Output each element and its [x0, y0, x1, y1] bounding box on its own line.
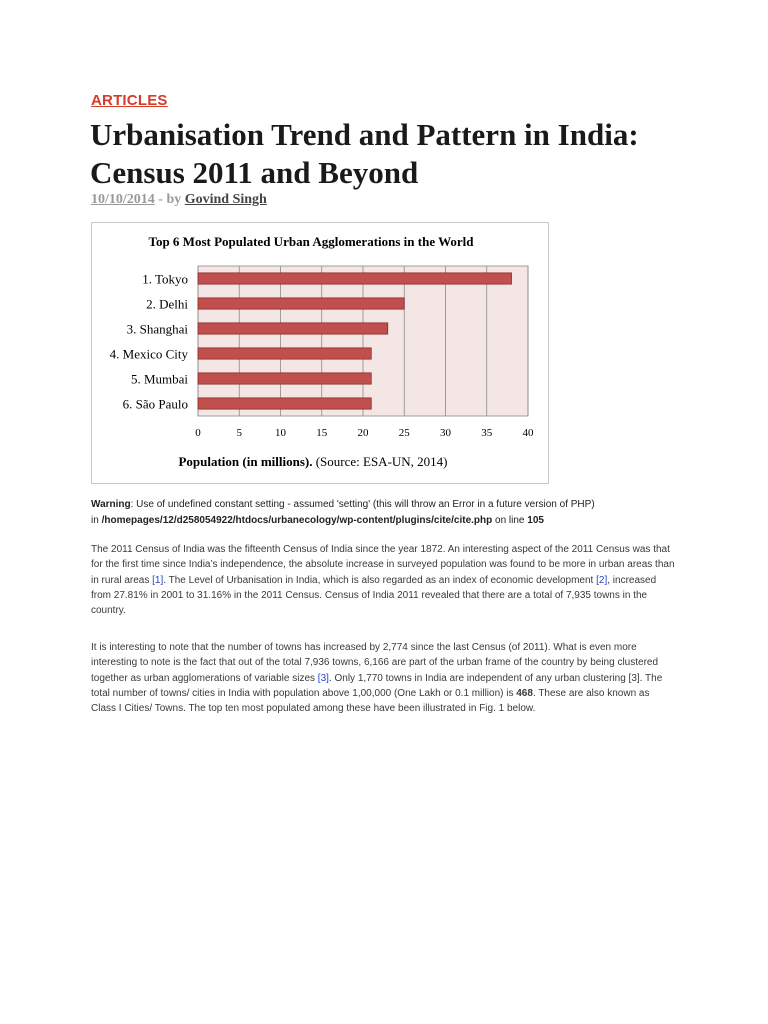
citation-link-3[interactable]: [3] — [317, 672, 329, 684]
citation-link-2[interactable]: [2] — [596, 574, 608, 586]
warning-line-number: 105 — [527, 515, 544, 526]
x-tick-label: 20 — [357, 427, 369, 439]
category-label: 1. Tokyo — [142, 271, 188, 287]
warning-in: in — [91, 515, 99, 526]
x-tick-label: 5 — [236, 427, 242, 439]
paragraph-census-intro — [91, 542, 676, 618]
paragraph-towns — [91, 640, 676, 716]
x-tick-label: 0 — [195, 427, 201, 439]
warning-path: /homepages/12/d258054922/htdocs/urbanecology/wp-content/plugins/cite/cite.php — [101, 515, 493, 526]
x-tick-label: 15 — [316, 427, 328, 439]
x-tick-label: 35 — [481, 427, 493, 439]
paragraph-text: It is interesting to note that the number of towns has increased by 2,774 since the last Census (of 2011). What is even more interesting to note is the fact that out of the total 7,936 towns, 6,166 are part of the urban frame of the country by being clustered together as urban agglomerations of variable sizes — [91, 642, 659, 684]
paragraph-text: . These are also known as Class I Cities/ Towns. The top ten most populated among these have been illustrated in Fig. 1 below. — [91, 687, 650, 715]
warning-message: : Use of undefined constant setting - assumed 'setting' (this will throw an Error in a future version of PHP) — [130, 499, 595, 510]
x-tick-label: 25 — [398, 427, 410, 439]
author-link[interactable]: Govind Singh — [184, 192, 267, 207]
x-tick-label: 30 — [440, 427, 451, 439]
category-label: 4. Mexico City — [109, 346, 188, 362]
warning-on-line: on line — [495, 515, 525, 526]
bar — [198, 398, 371, 409]
bar — [198, 273, 512, 284]
x-tick-label: 40 — [522, 427, 534, 439]
byline — [91, 192, 267, 208]
article-title: Urbanisation Trend and Pattern in India: Census 2011 and Beyond — [90, 117, 639, 190]
category-label: 2. Delhi — [146, 296, 188, 312]
bar — [198, 323, 388, 334]
bar — [198, 373, 371, 384]
post-date-link[interactable]: 10/10/2014 — [91, 192, 155, 207]
paragraph-text: . The Level of Urbanisation in India, which is also regarded as an index of economic development — [163, 574, 597, 586]
warning-label: Warning — [91, 499, 131, 510]
php-warning — [91, 497, 691, 529]
chart-title: Top 6 Most Populated Urban Agglomerations in the World — [148, 234, 474, 249]
byline-by: - by — [158, 192, 182, 207]
paragraph-text: The 2011 Census of India was the fifteenth Census of India since the year 1872. An interesting aspect of the 2011 Census was that for the first time since India’s independence, the absolute increase in surveyed population was found to be more in urban areas than in rural areas — [91, 544, 675, 586]
paragraph-text: , increased from 27.81% in 2001 to 31.16% in the 2011 Census. Census of India 2011 revealed that there are a total of 7,935 towns in the country. — [91, 574, 657, 617]
population-bar-chart — [91, 222, 549, 484]
citation-link-1[interactable]: [1] — [152, 574, 164, 586]
category-label: 3. Shanghai — [126, 321, 188, 337]
paragraph-text: . Only 1,770 towns in India are independent of any urban clustering [3]. The total number of towns/ cities in India with population above 1,00,000 (One Lakh or 0.1 million) is — [91, 672, 663, 699]
x-tick-label: 10 — [275, 427, 286, 439]
category-label: 6. São Paulo — [122, 396, 188, 412]
articles-category-link[interactable]: ARTICLES — [91, 92, 168, 109]
bar — [198, 298, 404, 309]
x-axis-label: Population (in millions). (Source: ESA-UN, 2014) — [178, 454, 448, 469]
category-label: 5. Mumbai — [130, 371, 188, 387]
bar — [198, 348, 371, 359]
class-one-count: 468 — [516, 687, 533, 699]
